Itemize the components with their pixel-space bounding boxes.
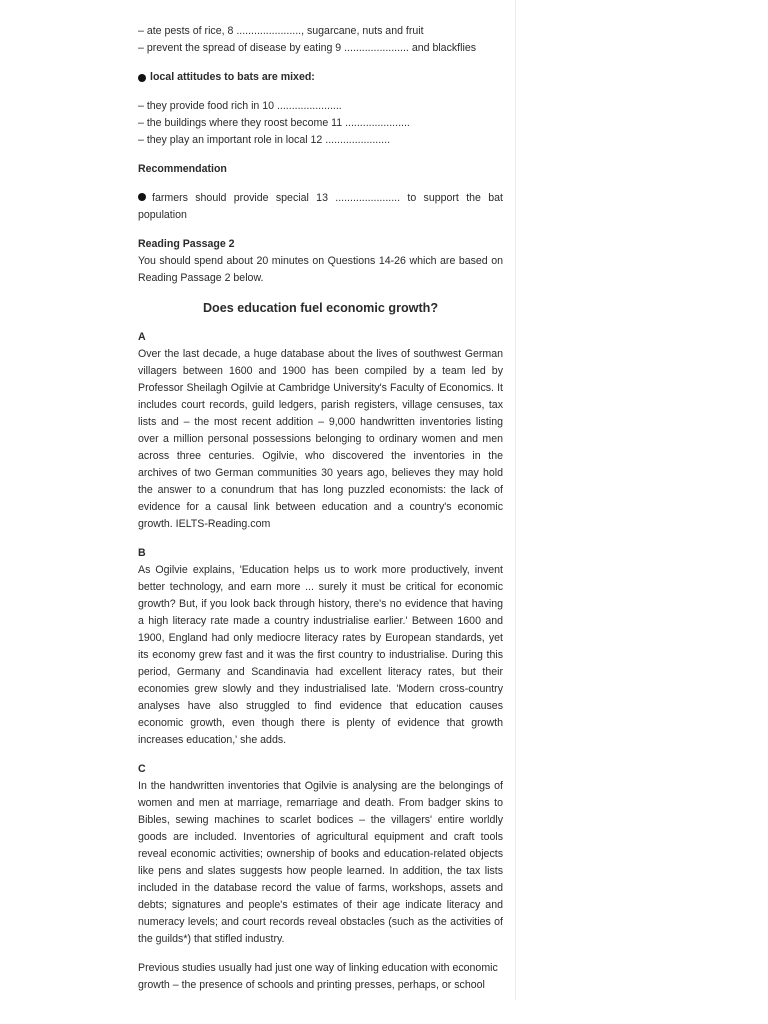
passage-title: Does education fuel economic growth? — [202, 301, 439, 315]
recommendation-item — [138, 190, 503, 224]
recommendation-text: farmers should provide special 13 ...................... to support the bat population — [138, 192, 503, 221]
list-item: – ate pests of rice, 8 ......................, sugarcane, nuts and fruit — [138, 25, 424, 37]
passage-heading: Reading Passage 2 — [138, 238, 235, 250]
list-item: – the buildings where they roost become 11 ...................... — [138, 117, 410, 129]
paragraph-line: Previous studies usually had just one way of linking education with economic — [138, 962, 498, 974]
section-b-text: As Ogilvie explains, 'Education helps us to work more productively, invent better technology, and earn more ... surely it must be critical for economic growth? But, if you look back through history, there's no evidence that having a high literacy rate made a country industrialise earlier.' Between 1600 and 1900, England had only mediocre literacy rates by European standards, yet its economy grew fast and it was the first country to industrialise. During this period, Germany and Scandinavia had excellent literacy rates, but their economies grew slowly and they industrialised late. 'Modern cross-country analyses have also struggled to find evidence that education causes economic growth, even though there is plenty of evidence that growth increases education,' she adds. — [138, 564, 503, 746]
attitudes-heading-text: local attitudes to bats are mixed: — [150, 71, 315, 83]
attitudes-heading — [138, 69, 503, 86]
section-c-text: In the handwritten inventories that Ogilvie is analysing are the belongings of women and men at marriage, remarriage and death. From badger skins to Bibles, sewing machines to scarlet bodices – the villagers' entire worldly goods are included. Inventories of agricultural equipment and craft tools reveal economic activities; ownership of books and education-related objects like pens and slates suggests how people learned. In addition, the tax lists included in the database record the value of farms, workshops, assets and debts; signatures and people's estimates of their age indicate literacy and numeracy levels; and court records reveal obstacles (such as the activities of the guilds*) that stifled industry. — [138, 780, 503, 945]
passage-intro: You should spend about 20 minutes on Questions 14-26 which are based on Reading Passage 2 below. — [138, 255, 503, 284]
section-letter-c: C — [138, 763, 146, 775]
list-item: – prevent the spread of disease by eating 9 ...................... and blackflies — [138, 42, 477, 54]
list-item: – they provide food rich in 10 ...................... — [138, 100, 342, 112]
recommendation-heading: Recommendation — [138, 163, 227, 175]
list-item: – they play an important role in local 12 ...................... — [138, 134, 391, 146]
paragraph-line: growth – the presence of schools and printing presses, perhaps, or school — [138, 979, 485, 991]
section-letter-b: B — [138, 547, 146, 559]
section-a-text: Over the last decade, a huge database about the lives of southwest German villagers between 1600 and 1900 has been compiled by a team led by Professor Sheilagh Ogilvie at Cambridge University's Faculty of Economics. It includes court records, guild ledgers, parish registers, village censuses, tax lists and – the most recent addition – 9,000 handwritten inventories listing over a million personal possessions belonging to ordinary women and men across three centuries. Ogilvie, who discovered the inventories in the archives of two German communities 30 years ago, believes they may hold the answer to a conundrum that has long puzzled economists: the lack of evidence for a causal link between education and a country's economic growth. IELTS-Reading.com — [138, 348, 503, 530]
bullet-icon — [138, 193, 146, 201]
section-letter-a: A — [138, 331, 146, 343]
bullet-icon — [138, 74, 146, 82]
document-content — [138, 23, 503, 994]
